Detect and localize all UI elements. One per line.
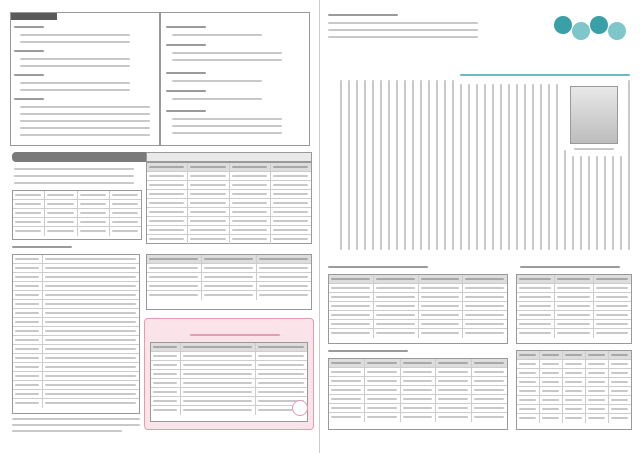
consultation-box	[10, 12, 160, 146]
column-headline	[460, 74, 630, 76]
logo-circle-2	[572, 22, 590, 40]
logo-circle-3	[590, 16, 608, 34]
class-table	[146, 254, 312, 310]
event-table	[150, 342, 308, 422]
holiday-table	[146, 162, 312, 244]
schedule-grid	[12, 190, 142, 240]
table2	[516, 274, 632, 344]
table1	[328, 274, 508, 344]
doctor-photo	[570, 86, 618, 144]
right-page	[320, 0, 640, 453]
calendar-table	[516, 350, 632, 430]
table3-title	[328, 350, 408, 352]
mascot-icon	[292, 400, 308, 416]
classes-list	[12, 254, 140, 414]
classes-title	[12, 246, 72, 248]
logo-circle-1	[554, 16, 572, 34]
notice-pill	[12, 152, 160, 162]
table-header	[146, 152, 312, 162]
table1-title	[328, 266, 428, 268]
event-subtitle	[190, 334, 280, 336]
consultation-title	[11, 13, 57, 20]
table3	[328, 358, 508, 430]
table2-title	[520, 266, 620, 268]
logo-circle-4	[608, 22, 626, 40]
